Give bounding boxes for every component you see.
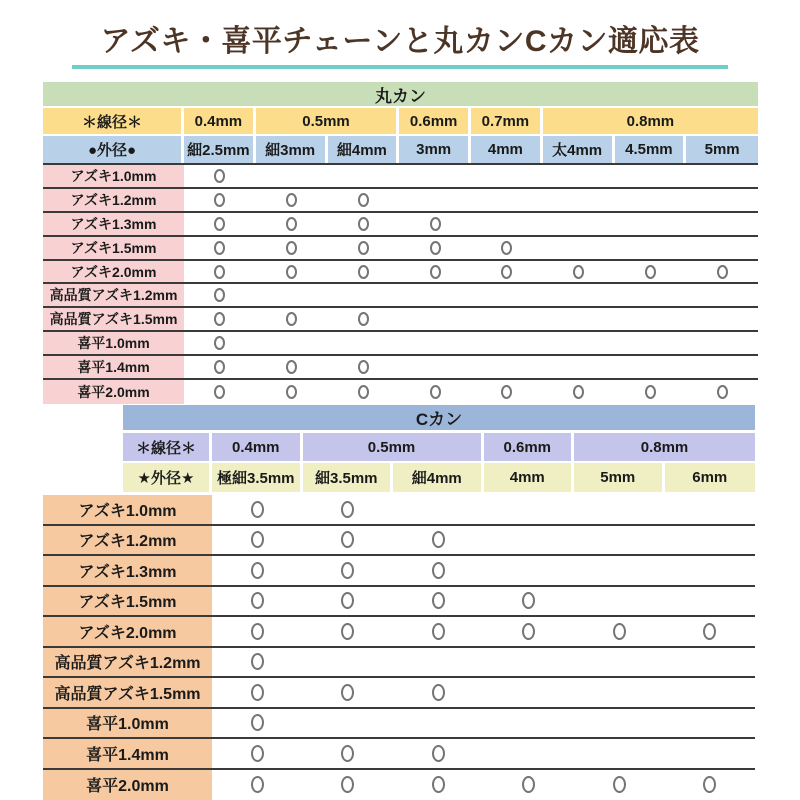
compat-cell bbox=[303, 495, 394, 524]
row-label: 喜平1.0mm bbox=[43, 709, 212, 738]
compat-cell bbox=[471, 380, 543, 404]
compat-circle-icon bbox=[251, 592, 264, 609]
compat-circle-icon bbox=[214, 241, 225, 255]
row-label: 高品質アズキ1.2mm bbox=[43, 648, 212, 677]
compat-cell bbox=[328, 213, 400, 235]
compat-circle-icon bbox=[501, 241, 512, 255]
compat-cell bbox=[303, 739, 394, 768]
compat-circle-icon bbox=[214, 288, 225, 302]
compat-cell bbox=[615, 237, 687, 259]
outer-size-cell: 細4mm bbox=[393, 463, 484, 492]
compat-cell bbox=[212, 648, 303, 677]
compat-cell bbox=[615, 165, 687, 187]
compat-cell bbox=[471, 213, 543, 235]
compat-cell bbox=[256, 189, 328, 211]
compat-circle-icon bbox=[214, 385, 225, 399]
compat-cell bbox=[615, 284, 687, 306]
compat-cell bbox=[543, 165, 615, 187]
table-row bbox=[43, 617, 755, 648]
compat-cell bbox=[574, 617, 665, 646]
compat-cell bbox=[184, 261, 256, 283]
row-label: アズキ1.0mm bbox=[43, 495, 212, 524]
compat-cell bbox=[328, 356, 400, 378]
compat-circle-icon bbox=[214, 360, 225, 374]
compat-cell bbox=[184, 237, 256, 259]
compat-cell bbox=[393, 678, 484, 707]
compat-cell bbox=[665, 709, 756, 738]
outer-size-cell: 細4mm bbox=[328, 136, 400, 163]
compat-cell bbox=[665, 526, 756, 555]
row-label: 喜平1.4mm bbox=[43, 739, 212, 768]
compat-circle-icon bbox=[358, 265, 369, 279]
outer-size-cell: 6mm bbox=[665, 463, 756, 492]
wire-size-cell: 0.7mm bbox=[471, 108, 543, 134]
compat-cell bbox=[484, 709, 575, 738]
compat-circle-icon bbox=[432, 623, 445, 640]
compat-cell bbox=[212, 709, 303, 738]
table-row bbox=[43, 526, 755, 557]
compat-cell bbox=[543, 189, 615, 211]
compat-cell bbox=[328, 237, 400, 259]
table-row bbox=[43, 261, 758, 285]
compat-circle-icon bbox=[522, 623, 535, 640]
compat-circle-icon bbox=[573, 385, 584, 399]
outer-size-cell: 太4mm bbox=[543, 136, 615, 163]
compat-cell bbox=[328, 284, 400, 306]
wire-diameter-header-row bbox=[123, 433, 755, 461]
table-row bbox=[43, 678, 755, 709]
compat-cell bbox=[484, 770, 575, 800]
compat-cell bbox=[303, 587, 394, 616]
compat-cell bbox=[256, 308, 328, 330]
compat-circle-icon bbox=[358, 385, 369, 399]
compat-circle-icon bbox=[358, 360, 369, 374]
compat-cell bbox=[686, 308, 758, 330]
compat-cell bbox=[399, 165, 471, 187]
compat-circle-icon bbox=[214, 336, 225, 350]
compat-cell bbox=[686, 332, 758, 354]
compat-circle-icon bbox=[358, 193, 369, 207]
row-label: 高品質アズキ1.2mm bbox=[43, 284, 184, 306]
maru-kan-table bbox=[43, 82, 758, 404]
compat-circle-icon bbox=[251, 501, 264, 518]
compat-circle-icon bbox=[251, 562, 264, 579]
compat-cell bbox=[574, 678, 665, 707]
table-row bbox=[43, 739, 755, 770]
compat-cell bbox=[393, 709, 484, 738]
compat-cell bbox=[471, 332, 543, 354]
compat-cell bbox=[256, 261, 328, 283]
c-kan-table-title: Cカン bbox=[123, 405, 755, 430]
row-label: アズキ1.5mm bbox=[43, 237, 184, 259]
compat-circle-icon bbox=[358, 241, 369, 255]
compat-cell bbox=[543, 380, 615, 404]
row-label: 喜平2.0mm bbox=[43, 380, 184, 404]
compat-cell bbox=[543, 284, 615, 306]
compat-circle-icon bbox=[341, 531, 354, 548]
compat-cell bbox=[574, 587, 665, 616]
row-label: アズキ1.3mm bbox=[43, 213, 184, 235]
compat-cell bbox=[484, 526, 575, 555]
compat-cell bbox=[328, 308, 400, 330]
compat-cell bbox=[399, 380, 471, 404]
compat-cell bbox=[212, 617, 303, 646]
compat-cell bbox=[615, 356, 687, 378]
page-title: アズキ・喜平チェーンと丸カンCカン適応表 bbox=[72, 16, 728, 69]
compat-cell bbox=[484, 648, 575, 677]
compat-circle-icon bbox=[501, 385, 512, 399]
c-kan-table bbox=[43, 405, 755, 800]
compat-circle-icon bbox=[251, 684, 264, 701]
compat-circle-icon bbox=[522, 776, 535, 793]
compat-cell bbox=[303, 526, 394, 555]
compat-cell bbox=[471, 308, 543, 330]
compat-cell bbox=[574, 556, 665, 585]
compat-cell bbox=[574, 709, 665, 738]
wire-size-cell: 0.5mm bbox=[303, 433, 484, 461]
compat-cell bbox=[328, 261, 400, 283]
outer-diameter-label: ●外径● bbox=[43, 136, 184, 163]
compat-cell bbox=[393, 587, 484, 616]
compat-cell bbox=[184, 213, 256, 235]
compat-cell bbox=[471, 237, 543, 259]
compat-circle-icon bbox=[430, 217, 441, 231]
compat-cell bbox=[471, 261, 543, 283]
compat-cell bbox=[615, 380, 687, 404]
outer-size-cell: 細3.5mm bbox=[303, 463, 394, 492]
compat-circle-icon bbox=[432, 531, 445, 548]
compat-circle-icon bbox=[717, 385, 728, 399]
wire-size-cell: 0.6mm bbox=[399, 108, 471, 134]
outer-size-cell: 5mm bbox=[574, 463, 665, 492]
row-label: アズキ1.0mm bbox=[43, 165, 184, 187]
compat-cell bbox=[543, 356, 615, 378]
compat-cell bbox=[303, 556, 394, 585]
row-label: 喜平1.4mm bbox=[43, 356, 184, 378]
compat-cell bbox=[665, 770, 756, 800]
compat-cell bbox=[184, 165, 256, 187]
compat-cell bbox=[328, 165, 400, 187]
compat-circle-icon bbox=[251, 531, 264, 548]
wire-size-cell: 0.8mm bbox=[574, 433, 755, 461]
compat-circle-icon bbox=[214, 217, 225, 231]
compat-cell bbox=[686, 189, 758, 211]
compat-circle-icon bbox=[341, 501, 354, 518]
table-row bbox=[43, 356, 758, 380]
outer-diameter-header-row bbox=[123, 463, 755, 492]
compat-circle-icon bbox=[341, 623, 354, 640]
compat-cell bbox=[686, 237, 758, 259]
compat-cell bbox=[574, 648, 665, 677]
compat-cell bbox=[484, 678, 575, 707]
compat-cell bbox=[303, 648, 394, 677]
compat-cell bbox=[256, 380, 328, 404]
compat-cell bbox=[543, 308, 615, 330]
row-label: 高品質アズキ1.5mm bbox=[43, 678, 212, 707]
compat-cell bbox=[399, 308, 471, 330]
compat-circle-icon bbox=[214, 265, 225, 279]
compat-circle-icon bbox=[573, 265, 584, 279]
compat-cell bbox=[393, 556, 484, 585]
compat-circle-icon bbox=[501, 265, 512, 279]
compat-circle-icon bbox=[358, 312, 369, 326]
compat-circle-icon bbox=[432, 592, 445, 609]
compat-circle-icon bbox=[286, 217, 297, 231]
compat-cell bbox=[615, 332, 687, 354]
compat-cell bbox=[686, 165, 758, 187]
row-label: アズキ2.0mm bbox=[43, 617, 212, 646]
compat-cell bbox=[303, 617, 394, 646]
table-row bbox=[43, 213, 758, 237]
compat-cell bbox=[393, 526, 484, 555]
compat-cell bbox=[574, 739, 665, 768]
compat-circle-icon bbox=[286, 193, 297, 207]
c-kan-table-body bbox=[43, 495, 755, 800]
compat-cell bbox=[184, 189, 256, 211]
compat-cell bbox=[471, 284, 543, 306]
table-row bbox=[43, 189, 758, 213]
compat-circle-icon bbox=[286, 360, 297, 374]
compat-circle-icon bbox=[341, 592, 354, 609]
compat-cell bbox=[615, 261, 687, 283]
compat-cell bbox=[484, 495, 575, 524]
wire-diameter-label: ＊線径＊ bbox=[43, 108, 184, 134]
compat-circle-icon bbox=[286, 312, 297, 326]
compat-cell bbox=[471, 356, 543, 378]
compat-cell bbox=[303, 678, 394, 707]
compat-cell bbox=[184, 308, 256, 330]
compat-cell bbox=[212, 556, 303, 585]
compat-cell bbox=[665, 587, 756, 616]
compat-cell bbox=[665, 617, 756, 646]
compat-cell bbox=[303, 709, 394, 738]
compat-cell bbox=[574, 526, 665, 555]
compat-cell bbox=[303, 770, 394, 800]
compat-circle-icon bbox=[251, 714, 264, 731]
row-label: アズキ1.2mm bbox=[43, 526, 212, 555]
compat-cell bbox=[393, 739, 484, 768]
compat-cell bbox=[256, 284, 328, 306]
compat-circle-icon bbox=[645, 385, 656, 399]
outer-size-cell: 細3mm bbox=[256, 136, 328, 163]
table-row bbox=[43, 380, 758, 404]
compat-cell bbox=[212, 587, 303, 616]
wire-size-cell: 0.6mm bbox=[484, 433, 575, 461]
compat-cell bbox=[399, 332, 471, 354]
compat-circle-icon bbox=[703, 623, 716, 640]
compat-cell bbox=[615, 189, 687, 211]
compat-circle-icon bbox=[703, 776, 716, 793]
compat-circle-icon bbox=[251, 776, 264, 793]
compat-cell bbox=[256, 332, 328, 354]
compat-cell bbox=[212, 770, 303, 800]
compat-circle-icon bbox=[341, 684, 354, 701]
compat-cell bbox=[665, 648, 756, 677]
compat-cell bbox=[328, 189, 400, 211]
compat-cell bbox=[686, 356, 758, 378]
compat-cell bbox=[256, 165, 328, 187]
table-row bbox=[43, 308, 758, 332]
outer-size-cell: 3mm bbox=[399, 136, 471, 163]
table-row bbox=[43, 648, 755, 679]
maru-kan-table-body bbox=[43, 163, 758, 404]
row-label: アズキ2.0mm bbox=[43, 261, 184, 283]
compat-cell bbox=[665, 678, 756, 707]
compat-cell bbox=[212, 739, 303, 768]
compat-cell bbox=[574, 495, 665, 524]
wire-size-cell: 0.4mm bbox=[212, 433, 303, 461]
row-label: アズキ1.2mm bbox=[43, 189, 184, 211]
compat-cell bbox=[184, 284, 256, 306]
table-row bbox=[43, 284, 758, 308]
compat-circle-icon bbox=[286, 385, 297, 399]
compat-cell bbox=[184, 332, 256, 354]
compat-cell bbox=[328, 332, 400, 354]
compat-cell bbox=[665, 495, 756, 524]
compat-cell bbox=[686, 213, 758, 235]
row-label: アズキ1.3mm bbox=[43, 556, 212, 585]
compat-cell bbox=[615, 213, 687, 235]
compat-cell bbox=[686, 284, 758, 306]
outer-size-cell: 4mm bbox=[471, 136, 543, 163]
wire-size-cell: 0.8mm bbox=[543, 108, 758, 134]
compat-cell bbox=[484, 617, 575, 646]
compat-circle-icon bbox=[613, 623, 626, 640]
compat-circle-icon bbox=[251, 623, 264, 640]
compat-cell bbox=[212, 678, 303, 707]
compat-circle-icon bbox=[341, 745, 354, 762]
compat-circle-icon bbox=[432, 562, 445, 579]
compat-cell bbox=[393, 648, 484, 677]
row-label: 高品質アズキ1.5mm bbox=[43, 308, 184, 330]
table-row bbox=[43, 556, 755, 587]
compat-circle-icon bbox=[613, 776, 626, 793]
outer-size-cell: 4mm bbox=[484, 463, 575, 492]
outer-diameter-label: ★外径★ bbox=[123, 463, 212, 492]
compat-cell bbox=[615, 308, 687, 330]
compat-cell bbox=[328, 380, 400, 404]
compat-cell bbox=[212, 526, 303, 555]
row-label: アズキ1.5mm bbox=[43, 587, 212, 616]
compat-cell bbox=[543, 213, 615, 235]
compat-cell bbox=[393, 770, 484, 800]
compat-cell bbox=[184, 380, 256, 404]
compat-circle-icon bbox=[286, 265, 297, 279]
compat-cell bbox=[399, 189, 471, 211]
compat-cell bbox=[399, 237, 471, 259]
compat-circle-icon bbox=[251, 745, 264, 762]
compat-cell bbox=[484, 587, 575, 616]
outer-size-cell: 細2.5mm bbox=[184, 136, 256, 163]
compat-circle-icon bbox=[717, 265, 728, 279]
compat-circle-icon bbox=[214, 169, 225, 183]
compat-cell bbox=[665, 739, 756, 768]
compat-cell bbox=[256, 356, 328, 378]
compat-cell bbox=[399, 213, 471, 235]
compat-cell bbox=[686, 380, 758, 404]
table-row bbox=[43, 165, 758, 189]
table-row bbox=[43, 709, 755, 740]
row-label: 喜平2.0mm bbox=[43, 770, 212, 800]
table-row bbox=[43, 237, 758, 261]
compat-circle-icon bbox=[432, 776, 445, 793]
compat-cell bbox=[484, 739, 575, 768]
table-row bbox=[43, 332, 758, 356]
compat-cell bbox=[543, 332, 615, 354]
compat-cell bbox=[184, 356, 256, 378]
compat-cell bbox=[256, 213, 328, 235]
wire-diameter-label: ＊線径＊ bbox=[123, 433, 212, 461]
compat-circle-icon bbox=[286, 241, 297, 255]
compat-circle-icon bbox=[341, 776, 354, 793]
compat-cell bbox=[484, 556, 575, 585]
compat-cell bbox=[686, 261, 758, 283]
outer-size-cell: 4.5mm bbox=[615, 136, 687, 163]
compat-cell bbox=[256, 237, 328, 259]
compat-cell bbox=[399, 356, 471, 378]
compat-cell bbox=[471, 189, 543, 211]
compat-cell bbox=[393, 495, 484, 524]
compat-cell bbox=[543, 261, 615, 283]
compat-circle-icon bbox=[430, 265, 441, 279]
compat-circle-icon bbox=[430, 241, 441, 255]
table-row bbox=[43, 587, 755, 618]
outer-diameter-header-row bbox=[43, 136, 758, 163]
compat-circle-icon bbox=[432, 745, 445, 762]
compat-circle-icon bbox=[358, 217, 369, 231]
table-row bbox=[43, 770, 755, 800]
compat-circle-icon bbox=[341, 562, 354, 579]
compat-cell bbox=[543, 237, 615, 259]
compat-circle-icon bbox=[432, 684, 445, 701]
maru-kan-table-title: 丸カン bbox=[43, 82, 758, 106]
table-row bbox=[43, 495, 755, 526]
outer-size-cell: 極細3.5mm bbox=[212, 463, 303, 492]
wire-diameter-header-row bbox=[43, 108, 758, 134]
compat-cell bbox=[399, 261, 471, 283]
wire-size-cell: 0.4mm bbox=[184, 108, 256, 134]
compat-cell bbox=[399, 284, 471, 306]
outer-size-cell: 5mm bbox=[686, 136, 758, 163]
wire-size-cell: 0.5mm bbox=[256, 108, 400, 134]
compat-cell bbox=[212, 495, 303, 524]
compat-circle-icon bbox=[214, 312, 225, 326]
compat-cell bbox=[471, 165, 543, 187]
compat-circle-icon bbox=[214, 193, 225, 207]
compat-circle-icon bbox=[522, 592, 535, 609]
compat-circle-icon bbox=[251, 653, 264, 670]
row-label: 喜平1.0mm bbox=[43, 332, 184, 354]
compat-cell bbox=[574, 770, 665, 800]
compat-circle-icon bbox=[430, 385, 441, 399]
compat-cell bbox=[393, 617, 484, 646]
compat-circle-icon bbox=[645, 265, 656, 279]
compat-cell bbox=[665, 556, 756, 585]
